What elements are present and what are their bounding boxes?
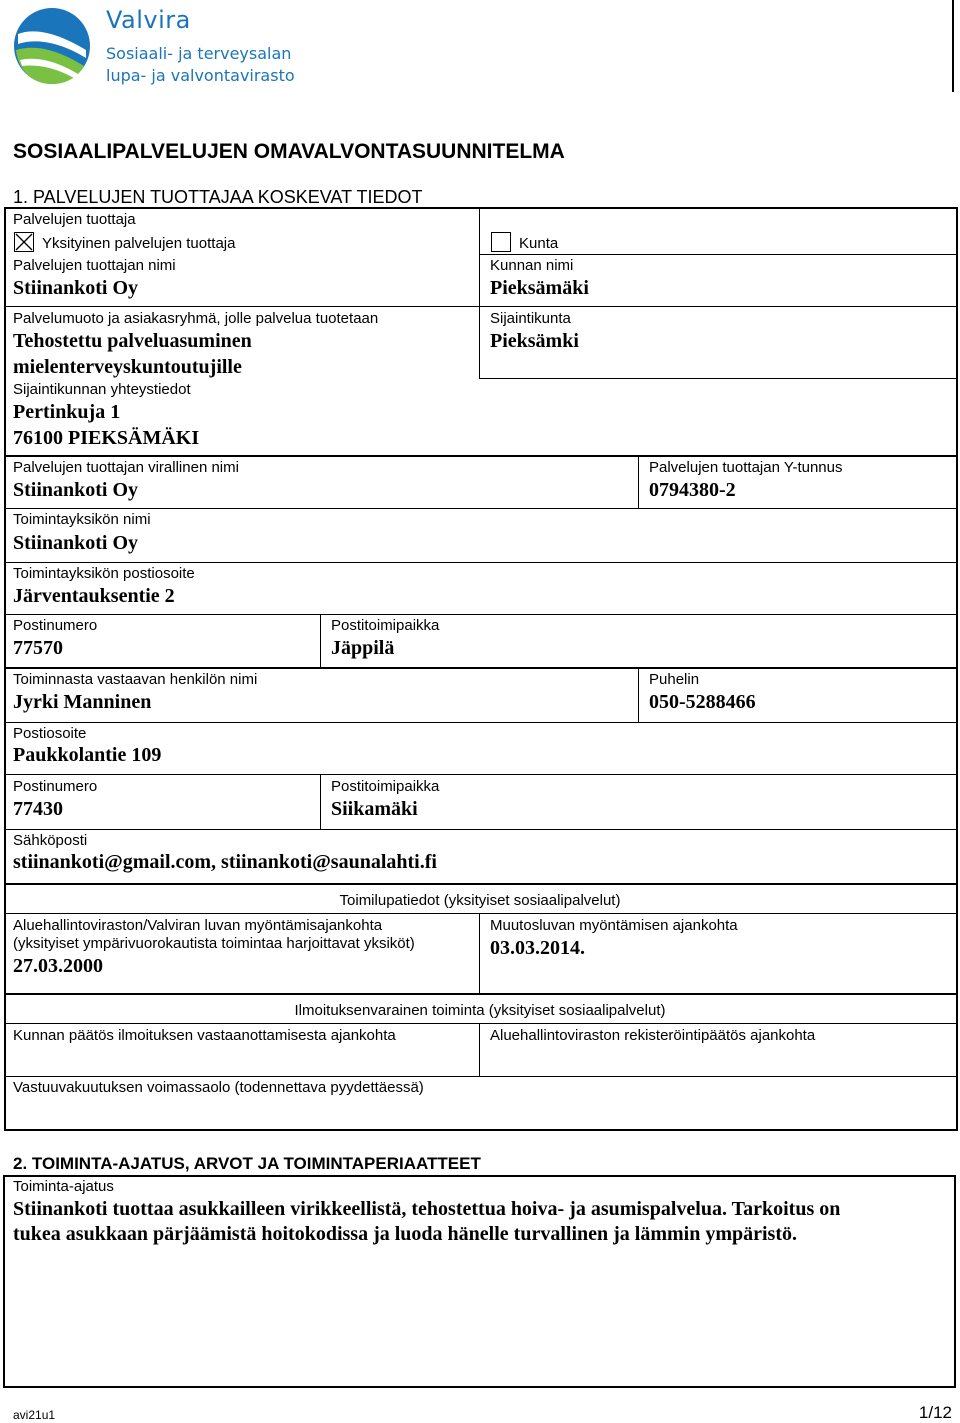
business-id-value: 0794380-2	[649, 479, 736, 501]
unit-postcode-value: 77570	[13, 637, 63, 659]
municipality-name-label: Kunnan nimi	[490, 257, 574, 274]
location-contact-label: Sijaintikunnan yhteystiedot	[13, 381, 191, 398]
resp-city-label: Postitoimipaikka	[331, 778, 440, 795]
location-municipality-value: Pieksämki	[490, 330, 579, 352]
resp-postcode-label: Postinumero	[13, 778, 98, 795]
private-provider-checkbox[interactable]	[14, 232, 34, 252]
section2-heading: 2. TOIMINTA-AJATUS, ARVOT JA TOIMINTAPERIAATTEET	[13, 1154, 481, 1173]
valvira-emblem-icon	[12, 6, 92, 86]
registration-decision-label: Aluehallintoviraston rekisteröintipäätös ajankohta	[490, 1027, 816, 1044]
resp-postcode-value: 77430	[13, 798, 63, 820]
valvira-logo	[8, 2, 298, 88]
logo-tagline-1: Sosiaali- ja terveysalan	[106, 44, 292, 63]
resp-address-value: Paukkolantie 109	[13, 744, 162, 766]
responsible-label: Toiminnasta vastaavan henkilön nimi	[13, 671, 258, 688]
municipality-option: Kunta	[519, 235, 559, 252]
unit-address-value: Järventauksentie 2	[13, 585, 175, 607]
private-provider-option: Yksityinen palvelujen tuottaja	[42, 235, 236, 252]
phone-value: 050-5288466	[649, 691, 756, 713]
section2-bottom-rule	[3, 1386, 956, 1388]
page-number: 1/12	[918, 1403, 952, 1422]
notification-heading: Ilmoituksenvarainen toiminta (yksityiset sosiaalipalvelut)	[294, 1002, 666, 1019]
idea-label: Toiminta-ajatus	[13, 1178, 114, 1195]
business-id-label: Palvelujen tuottajan Y-tunnus	[649, 459, 843, 476]
unit-postcode-label: Postinumero	[13, 617, 98, 634]
unit-city-value: Jäppilä	[331, 637, 395, 659]
service-form-label: Palvelumuoto ja asiakasryhmä, jolle palvelua tuotetaan	[13, 310, 379, 327]
grant-label-1: Aluehallintoviraston/Valviran luvan myöntämisajankohta	[13, 917, 383, 934]
location-municipality-label: Sijaintikunta	[490, 310, 571, 327]
municipality-name-value: Pieksämäki	[490, 277, 589, 299]
grant-label-2: (yksityiset ympärivuorokautista toimintaa harjoittavat yksiköt)	[13, 935, 415, 952]
email-value: stiinankoti@gmail.com, stiinankoti@saunalahti.fi	[13, 851, 437, 873]
service-form-value-1: Tehostettu palveluasuminen	[13, 330, 252, 352]
responsible-value: Jyrki Manninen	[13, 691, 152, 713]
municipality-decision-label: Kunnan päätös ilmoituksen vastaanottamisesta ajankohta	[13, 1027, 396, 1044]
service-form-value-2: mielenterveyskuntoutujille	[13, 356, 242, 378]
change-label: Muutosluvan myöntämisen ajankohta	[490, 917, 738, 934]
location-contact-value-2: 76100 PIEKSÄMÄKI	[13, 427, 200, 449]
resp-address-label: Postiosoite	[13, 725, 87, 742]
official-name-label: Palvelujen tuottajan virallinen nimi	[13, 459, 239, 476]
unit-name-value: Stiinankoti Oy	[13, 532, 139, 554]
section1-heading: 1. PALVELUJEN TUOTTAJAA KOSKEVAT TIEDOT	[13, 187, 423, 207]
change-date-value: 03.03.2014.	[490, 937, 585, 959]
idea-value-1: Stiinankoti tuottaa asukkailleen virikkeellistä, tehostettua hoiva- ja asumispalvelua. Tarkoitus on	[13, 1198, 841, 1220]
logo-name: Valvira	[106, 6, 191, 34]
provider-name-label: Palvelujen tuottajan nimi	[13, 257, 176, 274]
official-name-value: Stiinankoti Oy	[13, 479, 139, 501]
license-heading: Toimilupatiedot (yksityiset sosiaalipalvelut)	[339, 892, 621, 909]
header-rule	[952, 0, 954, 92]
logo-tagline-2: lupa- ja valvontavirasto	[106, 66, 295, 85]
municipality-checkbox[interactable]	[491, 232, 511, 252]
provider-label: Palvelujen tuottaja	[13, 211, 136, 228]
location-contact-value-1: Pertinkuja 1	[13, 401, 121, 423]
idea-value-2: tukea asukkaan pärjäämistä hoitokodissa ja luoda hänelle turvallinen ja lämmin ympäristö.	[13, 1223, 797, 1245]
document-title: SOSIAALIPALVELUJEN OMAVALVONTASUUNNITELMA	[13, 140, 565, 163]
email-label: Sähköposti	[13, 832, 88, 849]
unit-city-label: Postitoimipaikka	[331, 617, 440, 634]
unit-address-label: Toimintayksikön postiosoite	[13, 565, 195, 582]
provider-name-value: Stiinankoti Oy	[13, 277, 139, 299]
phone-label: Puhelin	[649, 671, 700, 688]
checkbox-cross-icon	[15, 233, 33, 251]
unit-name-label: Toimintayksikön nimi	[13, 511, 151, 528]
grant-date-value: 27.03.2000	[13, 955, 103, 977]
form-code: avi21u1	[13, 1408, 56, 1422]
resp-city-value: Siikamäki	[331, 798, 418, 820]
insurance-label: Vastuuvakuutuksen voimassaolo (todennettava pyydettäessä)	[13, 1079, 424, 1096]
